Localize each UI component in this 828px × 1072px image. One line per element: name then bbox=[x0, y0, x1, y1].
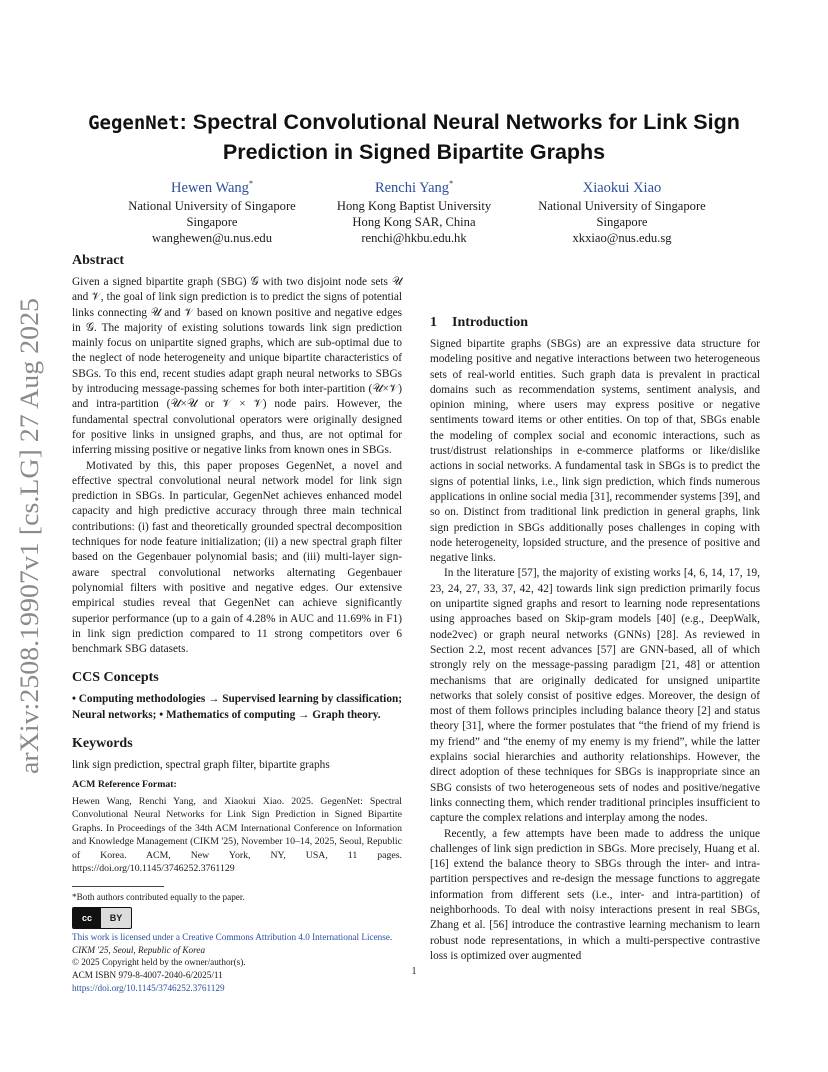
author-location: Singapore bbox=[596, 214, 648, 229]
title-text: : Spectral Convolutional Neural Networks for Link Sign Prediction in Signed Bipartite Graphs bbox=[179, 110, 740, 164]
doi-link[interactable]: https://doi.org/10.1145/3746252.3761129 bbox=[72, 982, 225, 993]
footnote: *Both authors contributed equally to the paper. bbox=[72, 891, 245, 902]
ccs-heading: CCS Concepts bbox=[72, 670, 159, 686]
abstract-heading: Abstract bbox=[72, 253, 125, 268]
introduction-heading bbox=[430, 314, 760, 332]
left-column bbox=[72, 252, 402, 994]
intro-paragraph-2: In the literature [57], the majority of existing works [4, 6, 14, 17, 19, 23, 24, 27, 33, 37, 42, 42] towards link sign prediction primarily focus on unipartite signed graphs and resort to learning node representations using approaches based on Skip-gram models [40] (e.g., DeepWalk, node2vec) or graph neural networks (GNNs) [28]. As reviewed in Section 2.2, most recent advances [57] are GNN-based, all of which strongly rely on the message-passing paradigm [21, 48] or attention mechanisms that are originally dedicated for unsigned unipartite networks that solely consist of positive edges. Moreover, the design of most of them follows principles including balance theory [2] and status theory [31], where the former postulates that “the friend of my friend is my friend” and “the enemy of my enemy is my friend”, while the latter explains social hierarchies and authority relationships. However, the direct adoption of these techniques for SBGs is inappropriate since an SBG consists of two heterogeneous sets of nodes and positive/negative links connecting them, which render traditional principles insufficient to capture the complex relations and interplay among the nodes. bbox=[430, 567, 760, 825]
keywords-text: link sign prediction, spectral graph filter, bipartite graphs bbox=[72, 759, 330, 772]
cc-icon: cc bbox=[73, 908, 101, 928]
conference-line: CIKM '25, Seoul, Republic of Korea bbox=[72, 944, 206, 955]
ccs-concepts[interactable]: • Computing methodologies → Supervised learning by classification; Neural networks; • Mathematics of computing → Graph theory. bbox=[72, 693, 403, 721]
title-model-name: GegenNet bbox=[88, 112, 180, 134]
equal-contrib-mark: * bbox=[449, 179, 454, 188]
acm-reference-heading: ACM Reference Format: bbox=[72, 779, 177, 791]
paper-title bbox=[70, 108, 758, 167]
author-location: Hong Kong SAR, China bbox=[352, 214, 476, 229]
author-name[interactable]: Xiaokui Xiao bbox=[582, 179, 662, 196]
by-icon: BY bbox=[109, 912, 123, 923]
section-title: Introduction bbox=[452, 315, 528, 330]
author-name[interactable]: Renchi Yang bbox=[374, 179, 450, 196]
author-affiliation: National University of Singapore bbox=[128, 198, 296, 213]
page-number: 1 bbox=[411, 966, 417, 977]
isbn-line: ACM ISBN 979-8-4007-2040-6/2025/11 bbox=[72, 969, 223, 980]
author-name[interactable]: Hewen Wang bbox=[171, 179, 249, 196]
abstract-paragraph-1: Given a signed bipartite graph (SBG) 𝒢 with two disjoint node sets 𝒰 and 𝒱, the goal of link sign prediction is to predict the signs of potential links connecting 𝒰 and 𝒱 based on known positive and negative edges in 𝒢. The majority of existing solutions towards link sign prediction mainly focus on unipartite signed graphs, which are sub-optimal due to the neglect of node heterogeneity and unique bipartite characteristics of SBGs. To this end, recent studies adapt graph neural networks to SBGs by introducing message-passing schemes for both inter-partition (𝒰×𝒱) and intra-partition (𝒰×𝒰 or 𝒱 × 𝒱) node pairs. However, the fundamental spectral convolutional operators were originally designed for positive links in unsigned graphs, and thus, are not optimal for inferring missing positive or negative links from known ones in SBGs. bbox=[72, 276, 402, 457]
author-email[interactable]: renchi@hkbu.edu.hk bbox=[361, 230, 467, 245]
reference-continuation-spacer bbox=[430, 252, 760, 314]
license-link[interactable]: This work is licensed under a Creative Commons Attribution 4.0 International License. bbox=[72, 932, 393, 943]
section-number: 1 bbox=[430, 315, 437, 330]
author-affiliation: Hong Kong Baptist University bbox=[336, 198, 492, 213]
arxiv-stamp bbox=[4, 296, 48, 776]
equal-contrib-mark: * bbox=[248, 179, 253, 188]
author-block bbox=[502, 174, 742, 246]
author-email[interactable]: wanghewen@u.nus.edu bbox=[151, 230, 273, 245]
intro-paragraph-3: Recently, a few attempts have been made to address the unique challenges of link sign prediction in SBGs. More precisely, Huang et al. [16] extend the balance theory to SBGs through the inter- and intra-partition perspectives and re-design the message functions to aggregate information from different sets (i.e., inter- and intra-partition) of neighborhoods. To deal with noisy interactions present in real SBGs, Zhang et al. [56] introduce the contrastive learning mechanism to learn robust node representations, in which a multi-perspective contrastive loss is optimized over augmented bbox=[430, 827, 760, 962]
copyright-line: © 2025 Copyright held by the owner/author(s). bbox=[72, 957, 246, 968]
author-block bbox=[294, 174, 534, 246]
arxiv-id: arXiv:2508.19907v1 [cs.LG] 27 Aug 2025 bbox=[15, 330, 44, 774]
author-location: Singapore bbox=[186, 214, 238, 229]
intro-paragraph-1: Signed bipartite graphs (SBGs) are an expressive data structure for modeling positive and negative interactions between two heterogeneous sets of real-world entities. Such graph data is prevalent in practical domains such as recommendation systems, sentiment analysis, and opinion mining, where users may express positive or negative sentiments toward items or other entities. On top of that, SBGs enable the modeling of complex social and economic interactions, such as trust/distrust relationships in e-commerce platforms or like/dislike actions in social networks. A fundamental task in SBGs is to predict the signs of potential links, i.e., link sign prediction, which finds numerous applications in online social media [31], recommender systems [39], and so on. Distinct from traditional link prediction in general graphs, link sign prediction in SBGs additionally poses challenges in coping with node heterogeneity, lopsided structure, and the presence of positive and negative links. bbox=[430, 338, 760, 565]
author-email[interactable]: xkxiao@nus.edu.sg bbox=[572, 230, 672, 245]
footnote-rule bbox=[72, 886, 164, 887]
abstract-paragraph-2: Motivated by this, this paper proposes GegenNet, a novel and effective spectral convolutional neural network model for link sign prediction in SBGs. In particular, GegenNet achieves enhanced model capacity and high predictive accuracy through three main technical contributions: (i) fast and theoretically grounded spectral decomposition techniques for node feature initialization; (ii) a new spectral graph filter based on the Gegenbauer polynomial basis; and (iii) multi-layer sign-aware spectral convolutional networks alternating Gegenbauer polynomial filters with positive and negative edges. Our extensive empirical studies reveal that GegenNet can achieve significantly superior performance (up to a gain of 4.28% in AUC and 11.69% in F1) in link sign prediction compared to 11 strong competitors over 6 benchmark SBG datasets. bbox=[72, 459, 402, 656]
cc-by-license-icon[interactable] bbox=[72, 907, 132, 929]
author-affiliation: National University of Singapore bbox=[538, 198, 706, 213]
keywords-heading: Keywords bbox=[72, 736, 133, 752]
right-column bbox=[430, 252, 760, 964]
acm-reference-text: Hewen Wang, Renchi Yang, and Xiaokui Xiao. 2025. GegenNet: Spectral Convolutional Neural Networks for Link Sign Prediction in Signed Bipartite Graphs. In Proceedings of the 34th ACM International Conference on Information and Knowledge Management (CIKM '25), November 10–14, 2025, Seoul, Republic of Korea. ACM, New York, NY, USA, 11 pages. https://doi.org/10.1145/3746252.3761129 bbox=[72, 795, 402, 875]
